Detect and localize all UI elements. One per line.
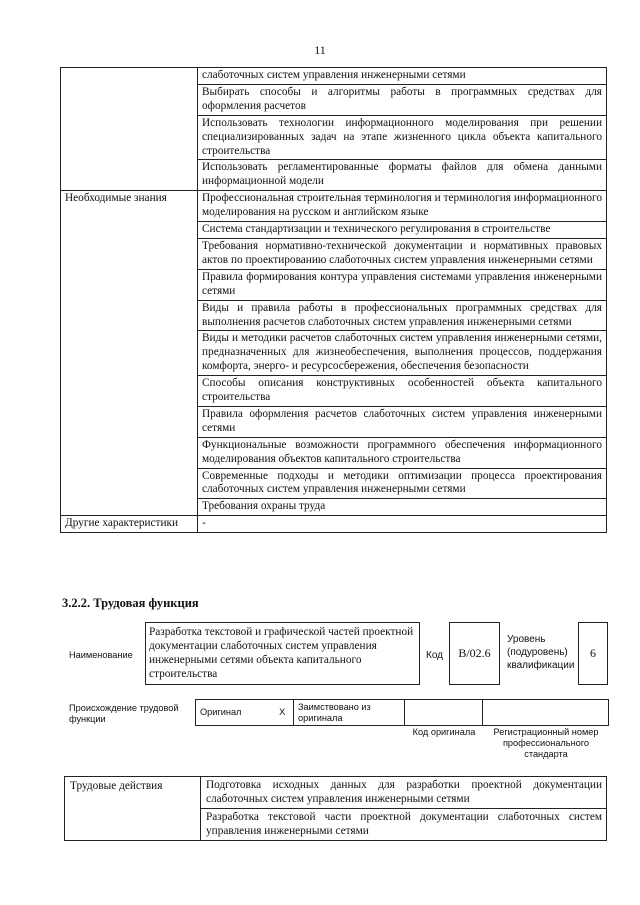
table-row [61,516,607,533]
table-row [65,777,607,809]
name-label: Наименование [69,650,133,660]
row-value: Виды и правила работы в профессиональных программных средствах для выполнения расчетов слаботочных систем управления инженерными сетями [198,300,607,331]
competency-table [60,67,607,533]
function-name: Разработка текстовой и графической частей проектной документации слаботочных систем управления инженерными сетями объекта капитального строительства [145,622,420,685]
row-value: Использовать регламентированные форматы файлов для обмена данными информационной модели [198,160,607,191]
row-value: слаботочных систем управления инженерными сетями [198,68,607,85]
row-value: Выбирать способы и алгоритмы работы в программных средствах для оформления расчетов [198,84,607,115]
actions-label: Трудовые действия [65,777,201,841]
function-code: B/02.6 [449,622,500,685]
row-value: Требования нормативно-технической документации и нормативных правовых актов по проектированию слаботочных систем управления инженерными сетями [198,238,607,269]
row-value: Правила формирования контура управления системами управления инженерными сетями [198,269,607,300]
page-number: 11 [314,43,326,57]
orig-code-cell [405,700,483,726]
code-label: Код [426,650,444,661]
table-row [61,68,607,85]
row-label [61,68,198,191]
row-value: Профессиональная строительная терминология и терминология информационного моделирования на русском и английском языке [198,191,607,222]
row-value: Виды и методики расчетов слаботочных систем управления инженерными сетями, предназначенных для жизнеобеспечения, выполнения процессов, поддержания комфорта, энерго- и ресурсосбережения, обеспечения безопасности [198,331,607,376]
original-label: Оригинал [196,700,272,726]
actions-table [64,776,607,841]
row-value: Использовать технологии информационного моделирования при решении специализированных задач на этапе жизненного цикла объекта капитального строительства [198,115,607,160]
reg-number-cell [483,700,609,726]
table-row [61,191,607,222]
origin-table [195,699,609,726]
row-value: Современные подходы и методики оптимизации процесса проектирования слаботочных систем управления инженерными сетями [198,468,607,499]
row-value: Требования охраны труда [198,499,607,516]
level-label: Уровень (подуровень) квалификации [507,634,575,671]
row-value: Правила оформления расчетов слаботочных систем управления инженерными сетями [198,406,607,437]
origin-label: Происхождение трудовой функции [69,703,179,724]
row-value: - [198,516,607,533]
row-value: Система стандартизации и технического регулирования в строительстве [198,222,607,239]
action-item: Разработка текстовой части проектной документации слаботочных систем управления инженерными сетями [201,808,607,840]
qualification-level: 6 [578,622,608,685]
action-item: Подготовка исходных данных для разработки проектной документации слаботочных систем управления инженерными сетями [201,777,607,809]
orig-code-label: Код оригинала [412,727,476,737]
row-label: Необходимые знания [61,191,198,516]
original-mark: X [272,700,294,726]
section-heading: 3.2.2. Трудовая функция [62,596,199,610]
reg-number-label: Регистрационный номер профессионального стандарта [493,727,599,759]
borrowed-label: Заимствовано из оригинала [294,700,405,726]
row-value: Способы описания конструктивных особенностей объекта капитального строительства [198,376,607,407]
row-label: Другие характеристики [61,516,198,533]
row-value: Функциональные возможности программного обеспечения информационного моделирования объектов капитального строительства [198,437,607,468]
